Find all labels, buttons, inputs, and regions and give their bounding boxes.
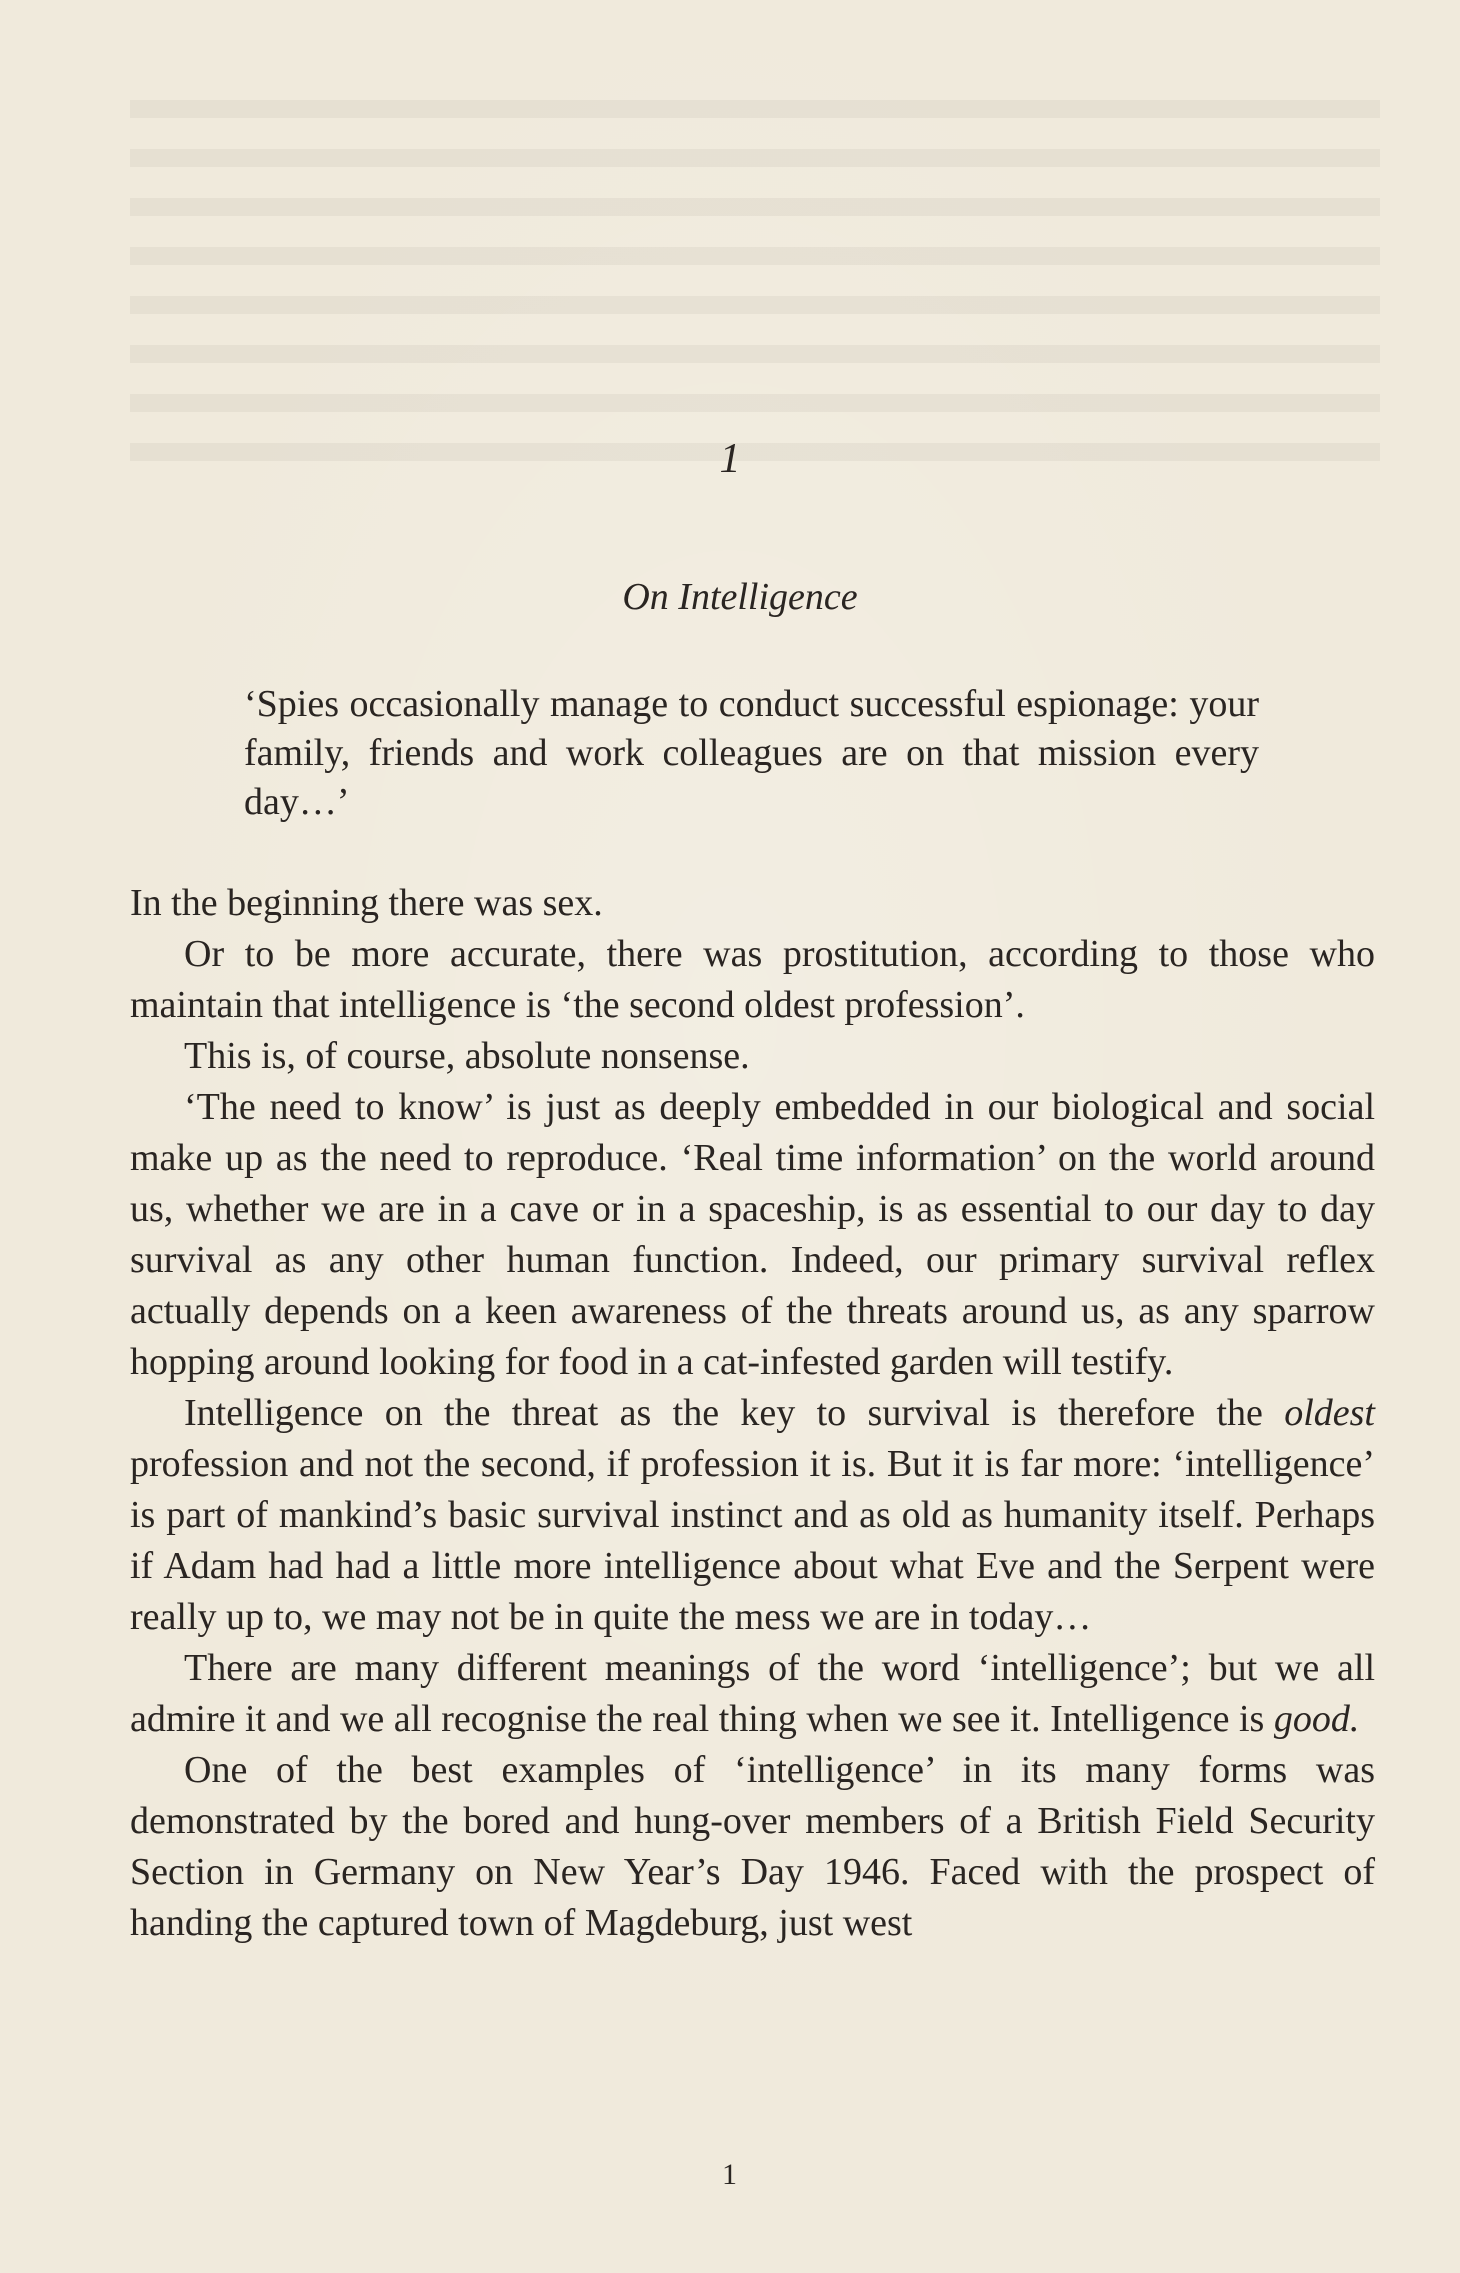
paragraph: This is, of course, absolute nonsense. (184, 1035, 750, 1077)
emphasis: oldest (1284, 1392, 1375, 1434)
paragraph: In the beginning there was sex. (130, 882, 603, 924)
page-number: 1 (722, 2158, 738, 2191)
paragraph-text: Intelligence on the threat as the key to survival is therefore the (184, 1392, 1285, 1434)
paragraph: One of the best examples of ‘intelligence’ in its many forms was demonstrated by the bored and hung-over members of a British Field Security Section in Germany on New Year’s Day 1946. Faced with the prospect of handing the captured town of Magdeburg, just west (130, 1749, 1375, 1944)
paragraph: ‘The need to know’ is just as deeply embedded in our biological and social make up as the need to reproduce. ‘Real time information’ on the world around us, whether we are in a cave or in a spaceship, is as essential to our day to day survival as any other human function. Indeed, our primary survival reflex actually depends on a keen awareness of the threats around us, as any sparrow hopping around looking for food in a cat-infested garden will testify. (130, 1086, 1375, 1383)
chapter-title: On Intelligence (622, 576, 858, 618)
paragraph (130, 1643, 1375, 1745)
paragraph-text: profession and not the second, if profession it is. But it is far more: ‘intelligence’ is part of mankind’s basic survival instinct and as old as humanity itself. Perhaps if Adam had had a little more intelligence about what Eve and the Serpent were really up to, we may not be in quite the mess we are in today… (130, 1443, 1375, 1638)
paragraph: Or to be more accurate, there was prostitution, according to those who maintain that intelligence is ‘the second oldest profession’. (130, 933, 1375, 1026)
paragraph (130, 1388, 1375, 1643)
emphasis: good. (1273, 1698, 1360, 1740)
epigraph-quote: ‘Spies occasionally manage to conduct successful espionage: your family, friends and work colleagues are on that mission every day…’ (244, 683, 1259, 823)
paragraph-text: There are many different meanings of the word ‘intelligence’; but we all admire it and we all recognise the real thing when we see it. Intelligence is (130, 1647, 1375, 1740)
show-through-text (130, 100, 1380, 480)
body-text (130, 878, 1375, 1949)
chapter-number: 1 (719, 436, 741, 482)
